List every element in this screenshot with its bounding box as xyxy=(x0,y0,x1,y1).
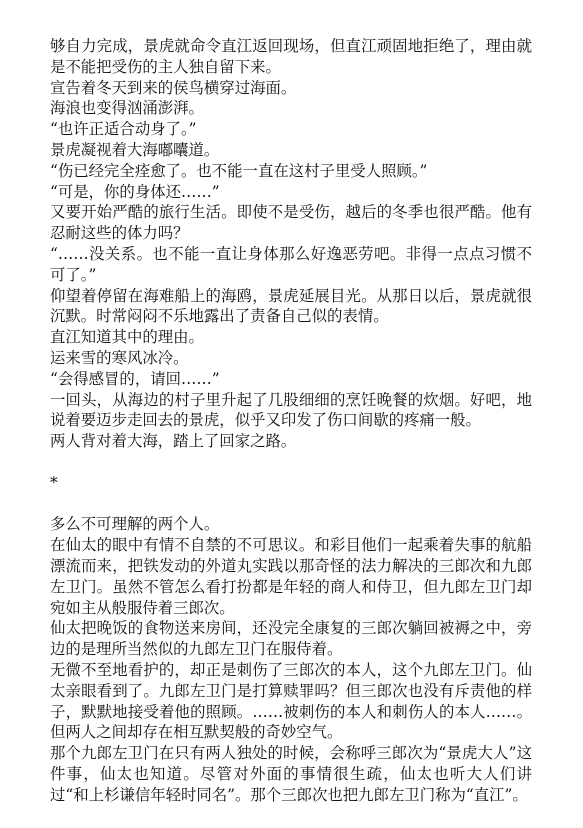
paragraph: 仰望着停留在海难船上的海鸥，景虎延展目光。从那日以后，景虎就很沉默。时常闷闷不乐地露出了责备自己似的表情。 xyxy=(50,286,532,326)
paragraph: 在仙太的眼中有情不自禁的不可思议。和彩目他们一起乘着失事的航船漂流而来，把铁发动的外道丸实践以那奇怪的法力解决的三郎次和九郎左卫门。虽然不管怎么看打扮都是年轻的商人和侍卫，但九郎左卫门却宛如主从般服侍着三郎次。 xyxy=(50,536,532,617)
paragraph: 两人背对着大海，踏上了回家之路。 xyxy=(50,432,297,451)
paragraph: 一回头，从海边的村子里升起了几股细细的烹饪晚餐的炊烟。好吧，地说着要迈步走回去的景虎，似乎又印发了伤口间歇的疼痛一般。 xyxy=(50,390,532,430)
dialogue-line: “……没关系。也不能一直让身体那么好逸恶劳吧。非得一点点习惯不可了。” xyxy=(50,244,532,284)
paragraph: 直江知道其中的理由。 xyxy=(50,328,204,347)
paragraph: 海浪也变得汹涌澎湃。 xyxy=(50,99,204,118)
paragraph: 景虎凝视着大海嘟囔道。 xyxy=(50,140,220,159)
section-separator: * xyxy=(50,473,58,492)
paragraph: 又要开始严酷的旅行生活。即使不是受伤，越后的冬季也很严酷。他有忍耐这些的体力吗？ xyxy=(50,203,532,243)
paragraph: 够自力完成，景虎就命令直江返回现场，但直江顽固地拒绝了，理由就是不能把受伤的主人独自留下来。 xyxy=(50,37,532,76)
document-page xyxy=(50,36,532,805)
dialogue-line: “会得感冒的，请回……” xyxy=(50,369,220,388)
section-2 xyxy=(50,514,532,805)
paragraph: 运来雪的寒风冰冷。 xyxy=(50,348,189,367)
dialogue-line: “也许正适合动身了。” xyxy=(50,120,197,139)
dialogue-line: “伤已经完全痊愈了。也不能一直在这村子里受人照顾。” xyxy=(50,161,428,180)
paragraph: 无微不至地看护的，却正是刺伤了三郎次的本人，这个九郎左卫门。仙太亲眼看到了。九郎左卫门是打算赎罪吗？但三郎次也没有斥责他的样子，默默地接受着他的照顾。……被刺伤的本人和刺伤人的本人……。但两人之间却存在相互默契般的奇妙空气。 xyxy=(50,660,532,742)
section-1 xyxy=(50,36,532,452)
paragraph: 宣告着冬天到来的侯鸟横穿过海面。 xyxy=(50,78,297,97)
paragraph: 多么不可理解的两个人。 xyxy=(50,515,220,534)
paragraph: 那个九郎左卫门在只有两人独处的时候，会称呼三郎次为“景虎大人”这件事，仙太也知道。尽管对外面的事情很生疏，仙太也听大人们讲过“和上杉谦信年轻时同名”。那个三郎次也把九郎左卫门称为“直江”。 xyxy=(50,744,532,804)
paragraph: 仙太把晚饭的食物送来房间，还没完全康复的三郎次躺回被褥之中，旁边的是理所当然似的九郎左卫门在服侍着。 xyxy=(50,619,532,659)
dialogue-line: “可是，你的身体还……” xyxy=(50,182,220,201)
